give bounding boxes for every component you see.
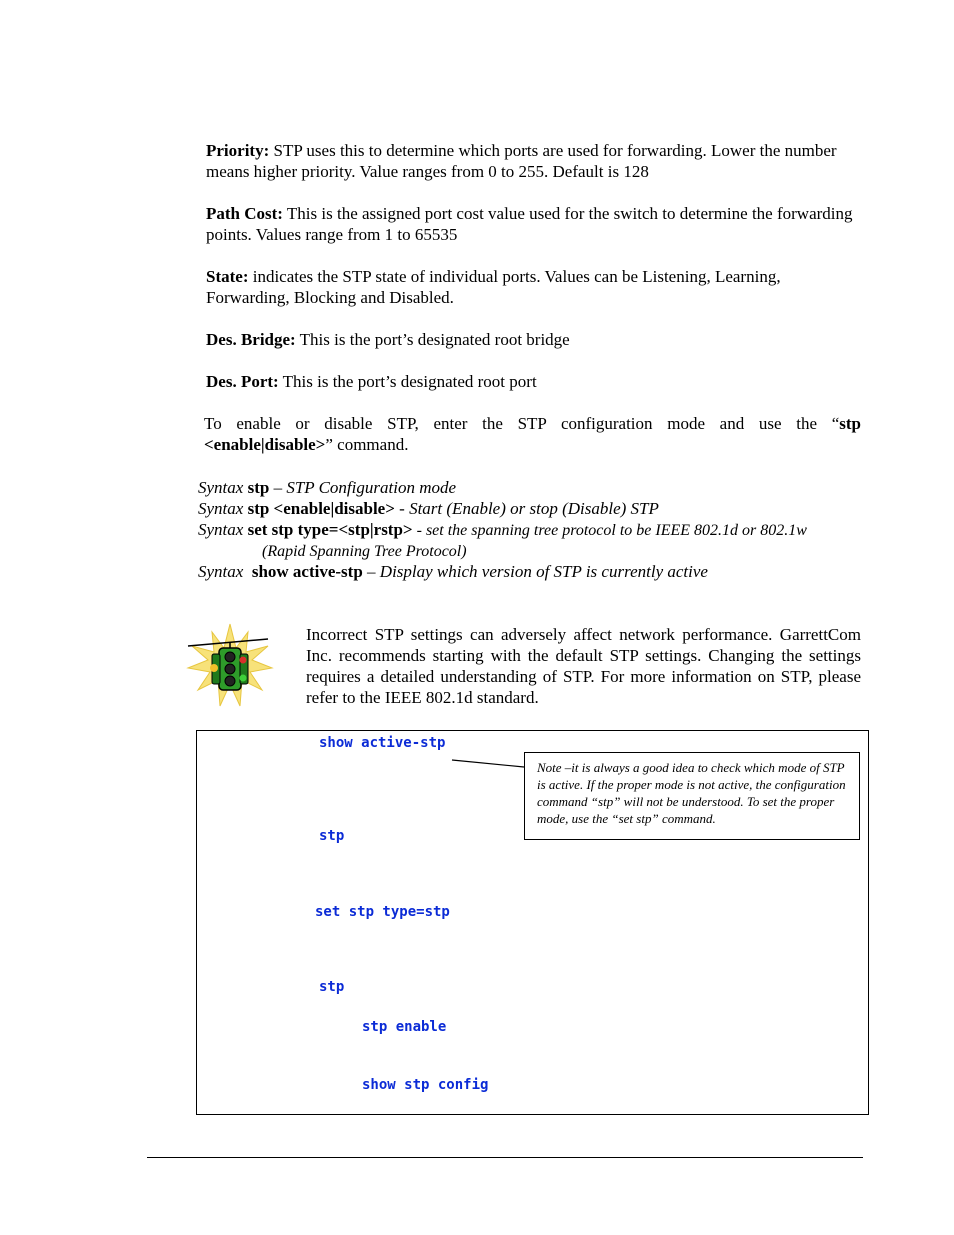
cli-command: stp (319, 828, 345, 844)
syntax-command: stp <enable|disable> (247, 499, 395, 518)
light-red (225, 652, 235, 662)
syntax-label: Syntax (198, 562, 244, 581)
syntax-description: - set the spanning tree protocol to be IEEE 802.1d or 802.1w (412, 522, 807, 539)
cli-command: set stp type=stp (315, 904, 450, 920)
warning-text: Incorrect STP settings can adversely affect network performance. GarrettCom Inc. recommends starting with the default STP settings. Changing the settings requires a detailed understanding of STP. For more information on STP, please refer to the IEEE 802.1d standard. (306, 625, 861, 707)
syntax-description: – Display which version of STP is currently active (362, 562, 708, 581)
definition-text: This is the assigned port cost value used for the switch to determine the forwarding points. Values range from 1 to 65535 (206, 204, 853, 244)
callout-line (450, 758, 526, 770)
intro-paragraph (204, 413, 861, 455)
definition-text: STP uses this to determine which ports are used for forwarding. Lower the number means higher priority. Value ranges from 0 to 255. Default is 128 (206, 141, 837, 181)
definition-priority (206, 140, 861, 182)
definition-path-cost (206, 203, 861, 245)
syntax-label: Syntax (198, 478, 244, 497)
cli-command: stp (319, 979, 345, 995)
definition-state (206, 266, 861, 308)
definition-term: Path Cost: (206, 204, 283, 223)
definition-term: Des. Bridge: (206, 330, 296, 349)
syntax-line-continuation (262, 540, 467, 562)
intro-line-2-text: ” command. (325, 435, 409, 454)
cli-command: show active-stp (319, 735, 446, 751)
definition-term: Des. Port: (206, 372, 279, 391)
definition-term: Priority: (206, 141, 270, 160)
side-light-green (240, 675, 247, 682)
syntax-line (198, 477, 456, 498)
syntax-description: (Rapid Spanning Tree Protocol) (262, 543, 467, 560)
syntax-description: - Start (Enable) or stop (Disable) STP (394, 499, 659, 518)
syntax-description: – STP Configuration mode (269, 478, 457, 497)
side-light-yellow (210, 664, 218, 672)
intro-line-1 (204, 413, 861, 434)
light-yellow (225, 664, 235, 674)
intro-line-2-bold: <enable|disable> (204, 435, 326, 454)
intro-line-1-bold: stp (839, 414, 861, 433)
cli-command: show stp config (362, 1077, 489, 1093)
definition-des-port (206, 371, 861, 392)
cli-command: stp enable (362, 1019, 447, 1035)
syntax-line (198, 519, 807, 541)
definition-text: indicates the STP state of individual ports. Values can be Listening, Learning, Forwarding, Blocking and Disabled. (206, 267, 781, 307)
light-green (225, 676, 235, 686)
syntax-command: show active-stp (251, 562, 363, 581)
intro-line-2 (204, 434, 861, 455)
definition-text: This is the port’s designated root bridge (295, 330, 570, 349)
definition-term: State: (206, 267, 249, 286)
syntax-command: set stp type=<stp|rstp> (247, 520, 413, 539)
syntax-label: Syntax (198, 520, 244, 539)
syntax-command: stp (247, 478, 270, 497)
footer-divider (147, 1157, 863, 1158)
definition-text: This is the port’s designated root port (278, 372, 537, 391)
syntax-line (198, 561, 708, 582)
intro-line-1-text: To enable or disable STP, enter the STP configuration mode and use the “ (204, 414, 840, 433)
side-light-red (240, 657, 247, 664)
traffic-light-icon (186, 620, 274, 710)
definition-des-bridge (206, 329, 861, 350)
syntax-label: Syntax (198, 499, 244, 518)
callout-note: Note –it is always a good idea to check which mode of STP is active. If the proper mode is not active, the configuration command “stp” will not be understood. To set the proper mode, use the “set stp” command. (524, 752, 860, 840)
syntax-line (198, 498, 659, 519)
